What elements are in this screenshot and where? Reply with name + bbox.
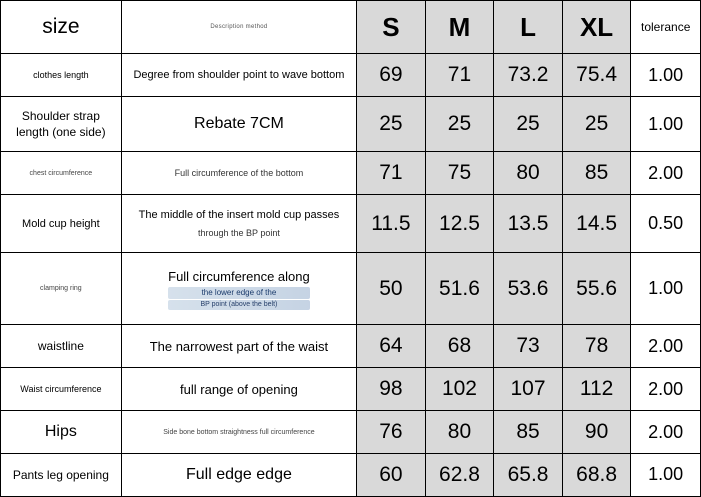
cell-m: 12.5 [425, 195, 494, 253]
cell-l: 25 [494, 97, 563, 152]
cell-m: 102 [425, 368, 494, 411]
table-row [1, 368, 701, 411]
cell-tolerance: 2.00 [631, 411, 701, 454]
cell-l: 85 [494, 411, 563, 454]
cell-tolerance: 1.00 [631, 97, 701, 152]
cell-tolerance: 1.00 [631, 453, 701, 496]
cell-l: 107 [494, 368, 563, 411]
cell-xl: 78 [562, 325, 631, 368]
cell-xl: 68.8 [562, 453, 631, 496]
table-row [1, 411, 701, 454]
header-size-m: M [425, 1, 494, 54]
cell-m: 68 [425, 325, 494, 368]
cell-xl: 90 [562, 411, 631, 454]
cell-xl: 55.6 [562, 253, 631, 325]
cell-m: 75 [425, 152, 494, 195]
table-row [1, 195, 701, 253]
row-label-shoulder-strap-length [1, 97, 122, 152]
cell-s: 76 [357, 411, 426, 454]
row-desc-mold-cup-height [121, 195, 356, 253]
table-row [1, 54, 701, 97]
header-size-label: size [1, 1, 122, 54]
row-desc-line1: The middle of the insert mold cup passes [138, 208, 340, 221]
cell-xl: 112 [562, 368, 631, 411]
row-desc-chest-circumference: Full circumference of the bottom [121, 152, 356, 195]
cell-s: 71 [357, 152, 426, 195]
row-label-pants-leg-opening: Pants leg opening [1, 453, 122, 496]
table-row [1, 253, 701, 325]
cell-tolerance: 1.00 [631, 54, 701, 97]
row-desc-waist-circumference: full range of opening [121, 368, 356, 411]
cell-l: 53.6 [494, 253, 563, 325]
row-desc-line1: Full circumference along [168, 268, 310, 284]
cell-xl: 85 [562, 152, 631, 195]
header-size-xl: XL [562, 1, 631, 54]
header-tolerance: tolerance [631, 1, 701, 54]
row-label-clothes-length: clothes length [1, 54, 122, 97]
cell-xl: 14.5 [562, 195, 631, 253]
row-label-clamping-ring: clamping ring [1, 253, 122, 325]
table-row [1, 453, 701, 496]
cell-m: 25 [425, 97, 494, 152]
cell-xl: 25 [562, 97, 631, 152]
row-label-mold-cup-height: Mold cup height [1, 195, 122, 253]
row-desc-line2: through the BP point [197, 228, 280, 239]
cell-l: 65.8 [494, 453, 563, 496]
cell-s: 69 [357, 54, 426, 97]
row-desc-line3: BP point (above the belt) [168, 300, 310, 310]
row-label-line2: length (one side) [16, 125, 106, 140]
cell-xl: 75.4 [562, 54, 631, 97]
cell-m: 71 [425, 54, 494, 97]
cell-s: 98 [357, 368, 426, 411]
cell-s: 50 [357, 253, 426, 325]
row-desc-waistline: The narrowest part of the waist [121, 325, 356, 368]
cell-m: 80 [425, 411, 494, 454]
row-label-line1: Shoulder strap [21, 109, 100, 124]
cell-tolerance: 2.00 [631, 368, 701, 411]
row-desc-hips: Side bone bottom straightness full circumference [121, 411, 356, 454]
cell-s: 11.5 [357, 195, 426, 253]
cell-tolerance: 1.00 [631, 253, 701, 325]
cell-l: 80 [494, 152, 563, 195]
cell-l: 73.2 [494, 54, 563, 97]
row-desc-shoulder-strap-length: Rebate 7CM [121, 97, 356, 152]
cell-l: 13.5 [494, 195, 563, 253]
cell-tolerance: 0.50 [631, 195, 701, 253]
table-row [1, 152, 701, 195]
row-desc-pants-leg-opening: Full edge edge [121, 453, 356, 496]
row-label-waistline: waistline [1, 325, 122, 368]
row-label-waist-circumference: Waist circumference [1, 368, 122, 411]
cell-m: 51.6 [425, 253, 494, 325]
header-size-l: L [494, 1, 563, 54]
table-row [1, 97, 701, 152]
cell-s: 60 [357, 453, 426, 496]
header-description-label: Description method [121, 1, 356, 54]
cell-s: 25 [357, 97, 426, 152]
table-header-row [1, 1, 701, 54]
row-label-chest-circumference: chest circumference [1, 152, 122, 195]
overlapping-text-group [168, 267, 310, 310]
row-desc-clothes-length: Degree from shoulder point to wave bottom [121, 54, 356, 97]
cell-m: 62.8 [425, 453, 494, 496]
cell-l: 73 [494, 325, 563, 368]
cell-tolerance: 2.00 [631, 325, 701, 368]
row-desc-clamping-ring [121, 253, 356, 325]
cell-s: 64 [357, 325, 426, 368]
row-label-hips: Hips [1, 411, 122, 454]
cell-tolerance: 2.00 [631, 152, 701, 195]
row-desc-line2: the lower edge of the [168, 287, 310, 299]
header-size-s: S [357, 1, 426, 54]
table-row [1, 325, 701, 368]
